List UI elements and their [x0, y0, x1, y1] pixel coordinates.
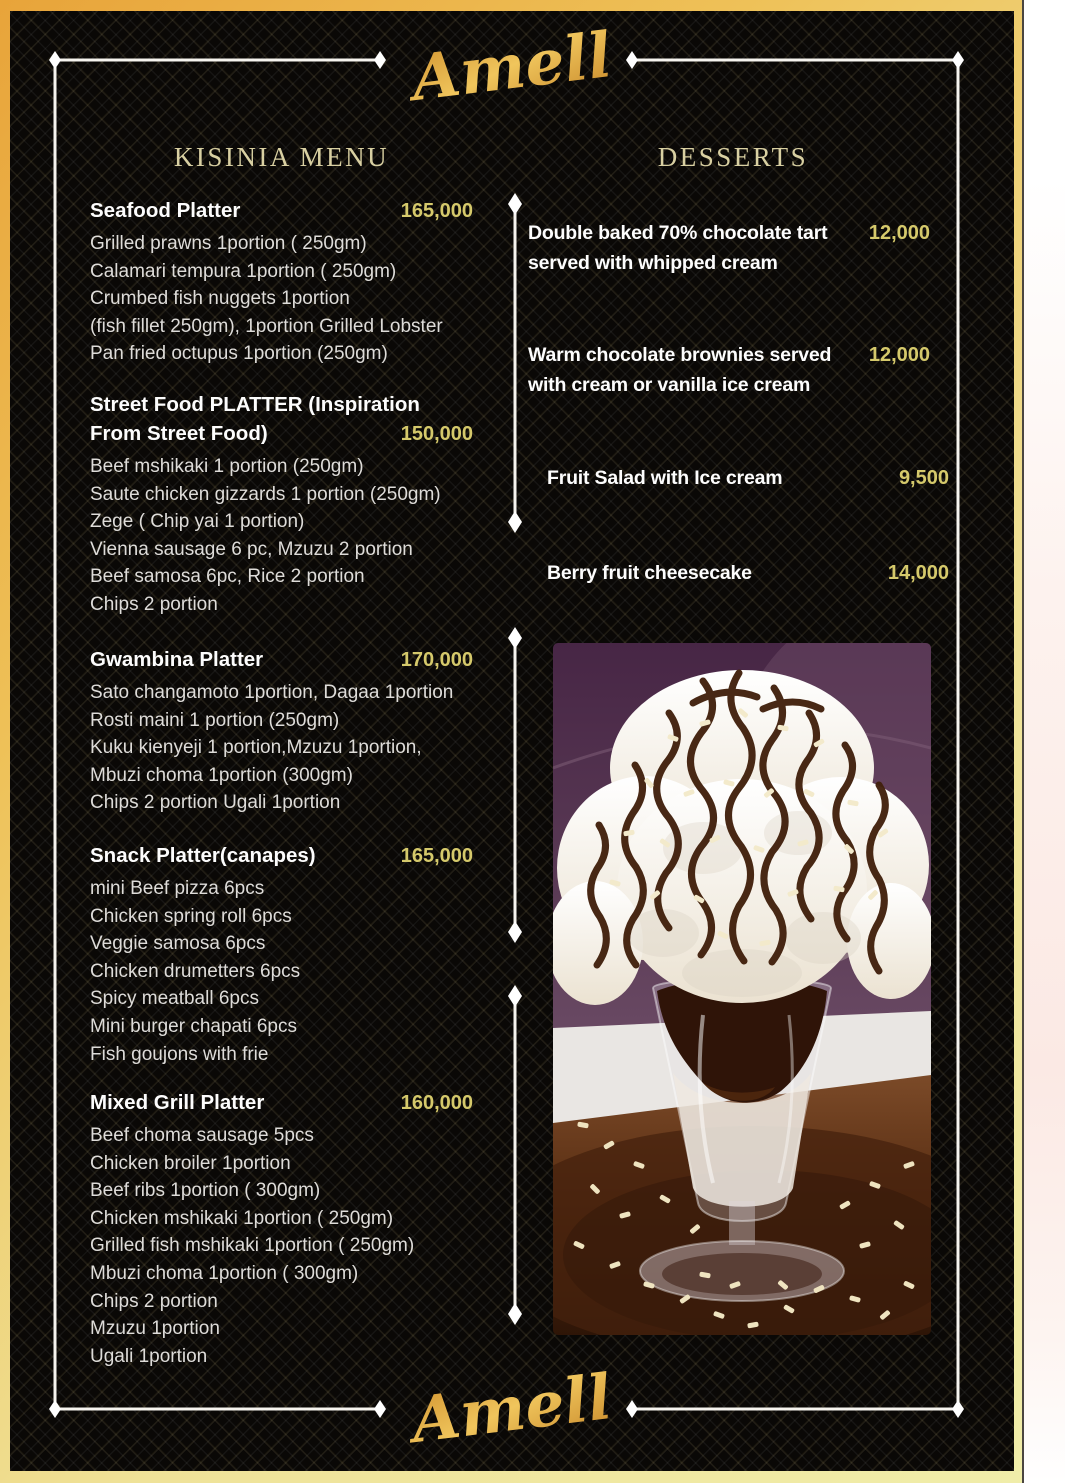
menu-item: Chicken broiler 1portion — [90, 1152, 291, 1174]
menu-section-mixed-grill-platter — [90, 1088, 473, 1370]
left-column-heading: KISINIA MENU — [173, 142, 390, 172]
dessert-item — [528, 463, 957, 493]
menu-item: (fish fillet 250gm), 1portion Grilled Lobster — [90, 315, 443, 337]
dessert-photo — [553, 643, 931, 1335]
menu-item: Chicken spring roll 6pcs — [90, 905, 292, 927]
dessert-name: Warm chocolate brownies served with cream or vanilla ice cream — [528, 344, 832, 396]
dessert-price: 12,000 — [868, 222, 930, 244]
menu-item: Beef choma sausage 5pcs — [90, 1125, 314, 1146]
menu-item: Beef ribs 1portion ( 300gm) — [90, 1180, 321, 1202]
menu-item: Mzuzu 1portion — [90, 1318, 220, 1340]
menu-item: Saute chicken gizzards 1 portion (250gm) — [90, 483, 441, 505]
menu-item: Chips 2 portion — [90, 1290, 218, 1312]
right-column-heading: DESSERTS — [657, 142, 809, 172]
dessert-price: 12,000 — [868, 344, 930, 366]
menu-section-seafood-platter — [90, 196, 473, 368]
dessert-item — [528, 218, 938, 278]
dessert-price: 14,000 — [887, 562, 949, 584]
menu-item: Ugali 1portion — [90, 1345, 208, 1367]
menu-item: Chicken mshikaki 1portion ( 250gm) — [90, 1207, 394, 1229]
menu-item: Beef mshikaki 1 portion (250gm) — [90, 456, 364, 477]
menu-item: Chips 2 portion — [90, 593, 218, 615]
menu-section-gwambina-platter — [90, 645, 473, 817]
menu-item: Chicken drumetters 6pcs — [90, 960, 301, 982]
section-name: Gwambina Platter — [90, 648, 264, 671]
menu-item: Veggie samosa 6pcs — [90, 933, 266, 955]
section-name: Street Food PLATTER (Inspiration From Street Food) — [90, 393, 420, 445]
menu-section-snack-platter — [90, 841, 473, 1068]
section-price: 165,000 — [400, 200, 473, 222]
menu-item: Vienna sausage 6 pc, Mzuzu 2 portion — [90, 538, 413, 560]
menu-item: Beef samosa 6pc, Rice 2 portion — [90, 566, 365, 588]
section-price: 170,000 — [400, 649, 473, 671]
section-price: 150,000 — [400, 423, 473, 445]
menu-item: Spicy meatball 6pcs — [90, 988, 259, 1010]
dessert-name: Berry fruit cheesecake — [547, 562, 752, 584]
brand-logo-text: Amell — [407, 1360, 616, 1457]
menu-item: Rosti maini 1 portion (250gm) — [90, 709, 340, 731]
menu-item: Kuku kienyeji 1 portion,Mzuzu 1portion, — [90, 737, 422, 759]
menu-item: Fish goujons with frie — [90, 1043, 269, 1065]
menu-item: Grilled fish mshikaki 1portion ( 250gm) — [90, 1235, 415, 1257]
dessert-price: 9,500 — [898, 467, 949, 489]
brand-logo-text: Amell — [407, 18, 616, 115]
dessert-name: Double baked 70% chocolate tart served with whipped cream — [528, 222, 828, 274]
menu-item: Calamari tempura 1portion ( 250gm) — [90, 260, 397, 282]
menu-item: Sato changamoto 1portion, Dagaa 1portion — [90, 682, 454, 703]
section-name: Seafood Platter — [90, 199, 241, 222]
kisinia-menu-column — [90, 0, 473, 1483]
menu-item: Grilled prawns 1portion ( 250gm) — [90, 233, 367, 254]
dessert-name: Fruit Salad with Ice cream — [547, 467, 783, 489]
menu-board-background — [10, 11, 1014, 1471]
menu-item: Mbuzi choma 1portion (300gm) — [90, 764, 353, 786]
section-price: 165,000 — [400, 845, 473, 867]
menu-item: Zege ( Chip yai 1 portion) — [90, 511, 305, 533]
menu-item: Crumbed fish nuggets 1portion — [90, 288, 350, 310]
menu-item: Mini burger chapati 6pcs — [90, 1015, 297, 1037]
menu-item: mini Beef pizza 6pcs — [90, 878, 265, 899]
menu-item: Pan fried octupus 1portion (250gm) — [90, 343, 388, 365]
section-price: 160,000 — [400, 1092, 473, 1114]
page-gutter — [1022, 0, 1065, 1483]
dessert-item — [528, 558, 957, 588]
menu-section-street-food-platter — [90, 390, 473, 619]
menu-item: Chips 2 portion Ugali 1portion — [90, 792, 341, 814]
dessert-item — [528, 340, 938, 400]
section-name: Mixed Grill Platter — [90, 1091, 265, 1114]
section-name: Snack Platter(canapes) — [90, 844, 316, 867]
menu-item: Mbuzi choma 1portion ( 300gm) — [90, 1262, 359, 1284]
